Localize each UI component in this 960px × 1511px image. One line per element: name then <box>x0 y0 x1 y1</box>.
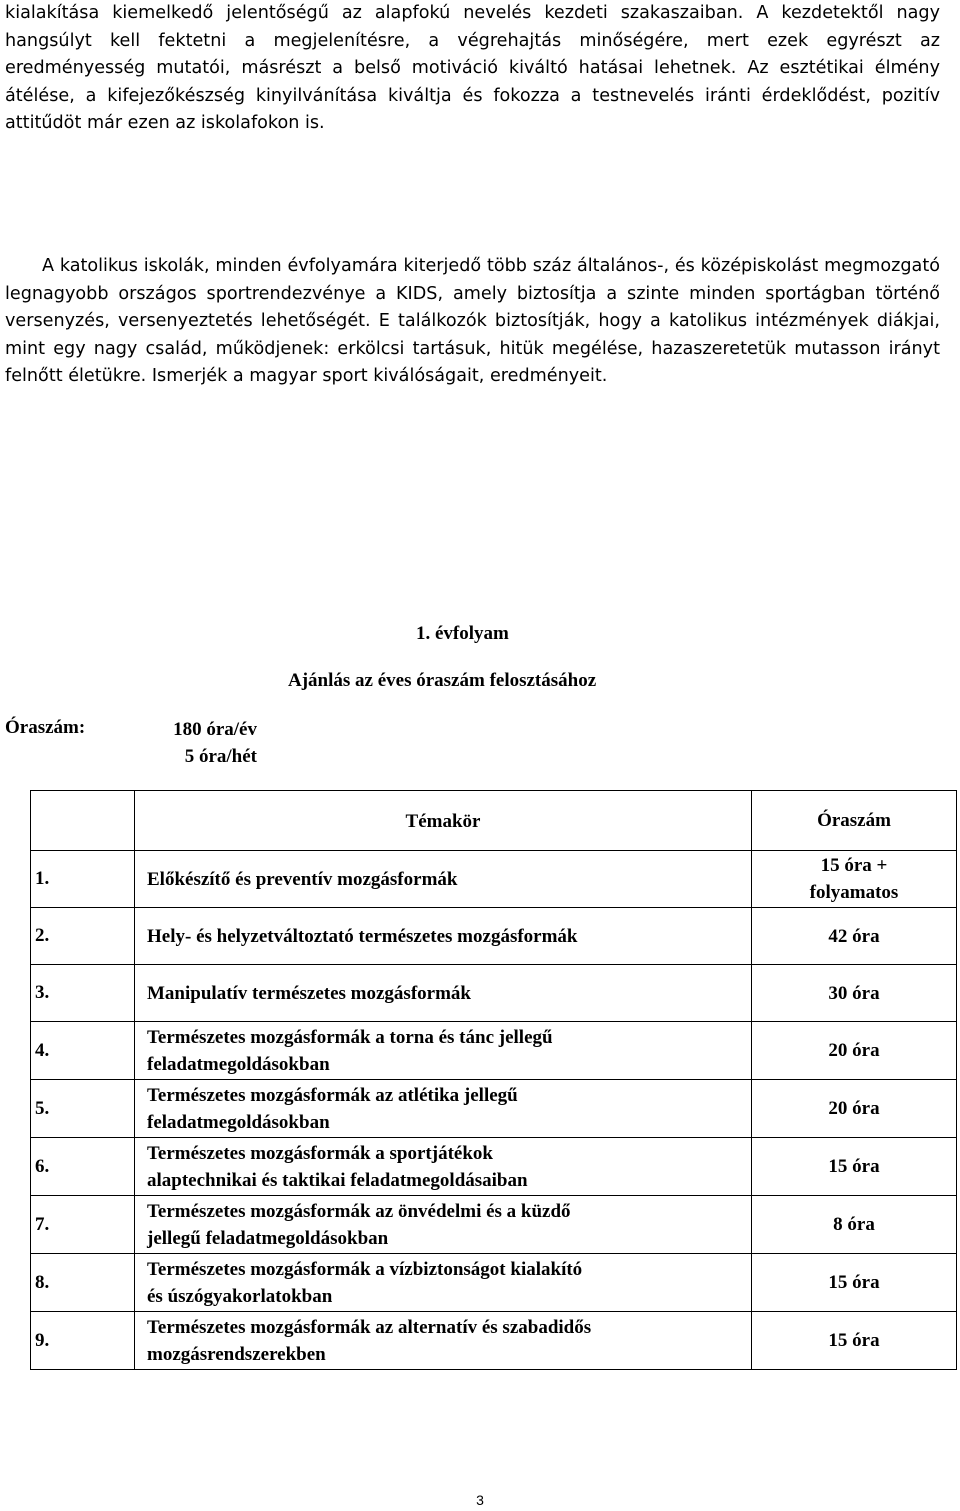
row-topic: Természetes mozgásformák az atlétika jellegű feladatmegoldásokban <box>135 1080 752 1138</box>
row-number: 8. <box>31 1254 135 1312</box>
row-topic: Természetes mozgásformák a torna és tánc jellegű feladatmegoldásokban <box>135 1022 752 1080</box>
hours-per-week: 5 óra/hét <box>184 746 257 767</box>
row-topic: Előkészítő és preventív mozgásformák <box>135 851 752 908</box>
row-hours: 8 óra <box>752 1196 957 1254</box>
row-hours: 20 óra <box>752 1022 957 1080</box>
row-hours: 15 óra <box>752 1138 957 1196</box>
table-row <box>31 1138 957 1196</box>
table-row <box>31 1312 957 1370</box>
row-number: 7. <box>31 1196 135 1254</box>
row-hours: 42 óra <box>752 908 957 965</box>
recommendation-heading: Ajánlás az éves óraszám felosztásához <box>288 670 597 691</box>
table-row <box>31 965 957 1022</box>
row-number: 6. <box>31 1138 135 1196</box>
grade-heading: 1. évfolyam <box>416 623 509 644</box>
row-hours: 15 óra + folyamatos <box>752 851 957 908</box>
header-hours: Óraszám <box>752 791 957 851</box>
row-hours: 15 óra <box>752 1254 957 1312</box>
table-row <box>31 1022 957 1080</box>
row-topic: Természetes mozgásformák az alternatív és szabadidős mozgásrendszerekben <box>135 1312 752 1370</box>
hours-values <box>150 716 257 770</box>
row-hours: 15 óra <box>752 1312 957 1370</box>
row-topic: Természetes mozgásformák a vízbiztonságot kialakító és úszógyakorlatokban <box>135 1254 752 1312</box>
row-topic: Manipulatív természetes mozgásformák <box>135 965 752 1022</box>
row-number: 1. <box>31 851 135 908</box>
row-number: 5. <box>31 1080 135 1138</box>
row-hours: 30 óra <box>752 965 957 1022</box>
table-row <box>31 908 957 965</box>
table-row <box>31 1080 957 1138</box>
hours-label: Óraszám: <box>5 717 86 738</box>
topics-table <box>30 790 957 1370</box>
row-number: 9. <box>31 1312 135 1370</box>
row-number: 4. <box>31 1022 135 1080</box>
header-topic: Témakör <box>135 791 752 851</box>
intro-paragraph: kialakítása kiemelkedő jelentőségű az alapfokú nevelés kezdeti szakaszaiban. A kezdetektől nagy hangsúlyt kell fektetni a megjelenítésre, a végrehajtás minőségére, mert ezek egyrészt az eredményesség mutatói, másrészt a belső motiváció kiváltó hatásai lehetnek. Az esztétikai élmény átélése, a kifejezőkészség kinyilvánítása kiváltja és fokozza a testnevelés iránti érdeklődést, pozitív attitűdöt már ezen az iskolafokon is. <box>5 3 940 133</box>
hours-per-year: 180 óra/év <box>173 719 257 740</box>
row-number: 2. <box>31 908 135 965</box>
table-row <box>31 1254 957 1312</box>
table-row <box>31 851 957 908</box>
table-row <box>31 1196 957 1254</box>
row-topic: Természetes mozgásformák a sportjátékok alaptechnikai és taktikai feladatmegoldásaiban <box>135 1138 752 1196</box>
row-hours: 20 óra <box>752 1080 957 1138</box>
row-topic: Hely- és helyzetváltoztató természetes mozgásformák <box>135 908 752 965</box>
page-number: 3 <box>476 1492 484 1508</box>
table-header-row <box>31 791 957 851</box>
header-num-cell <box>31 791 135 851</box>
kids-paragraph: A katolikus iskolák, minden évfolyamára kiterjedő több száz általános-, és középiskolást megmozgató legnagyobb országos sportrendezvénye a KIDS, amely biztosítja a szinte minden sportágban történő versenyzés, versenyeztetés lehetőségét. E találkozók biztosítják, hogy a katolikus intézmények diákjai, mint egy nagy család, működjenek: erkölcsi tartásuk, hitük megélése, hazaszeretetük mutasson irányt felnőtt életükre. Ismerjék a magyar sport kiválóságait, eredményeit. <box>5 256 940 386</box>
row-number: 3. <box>31 965 135 1022</box>
row-topic: Természetes mozgásformák az önvédelmi és a küzdő jellegű feladatmegoldásokban <box>135 1196 752 1254</box>
